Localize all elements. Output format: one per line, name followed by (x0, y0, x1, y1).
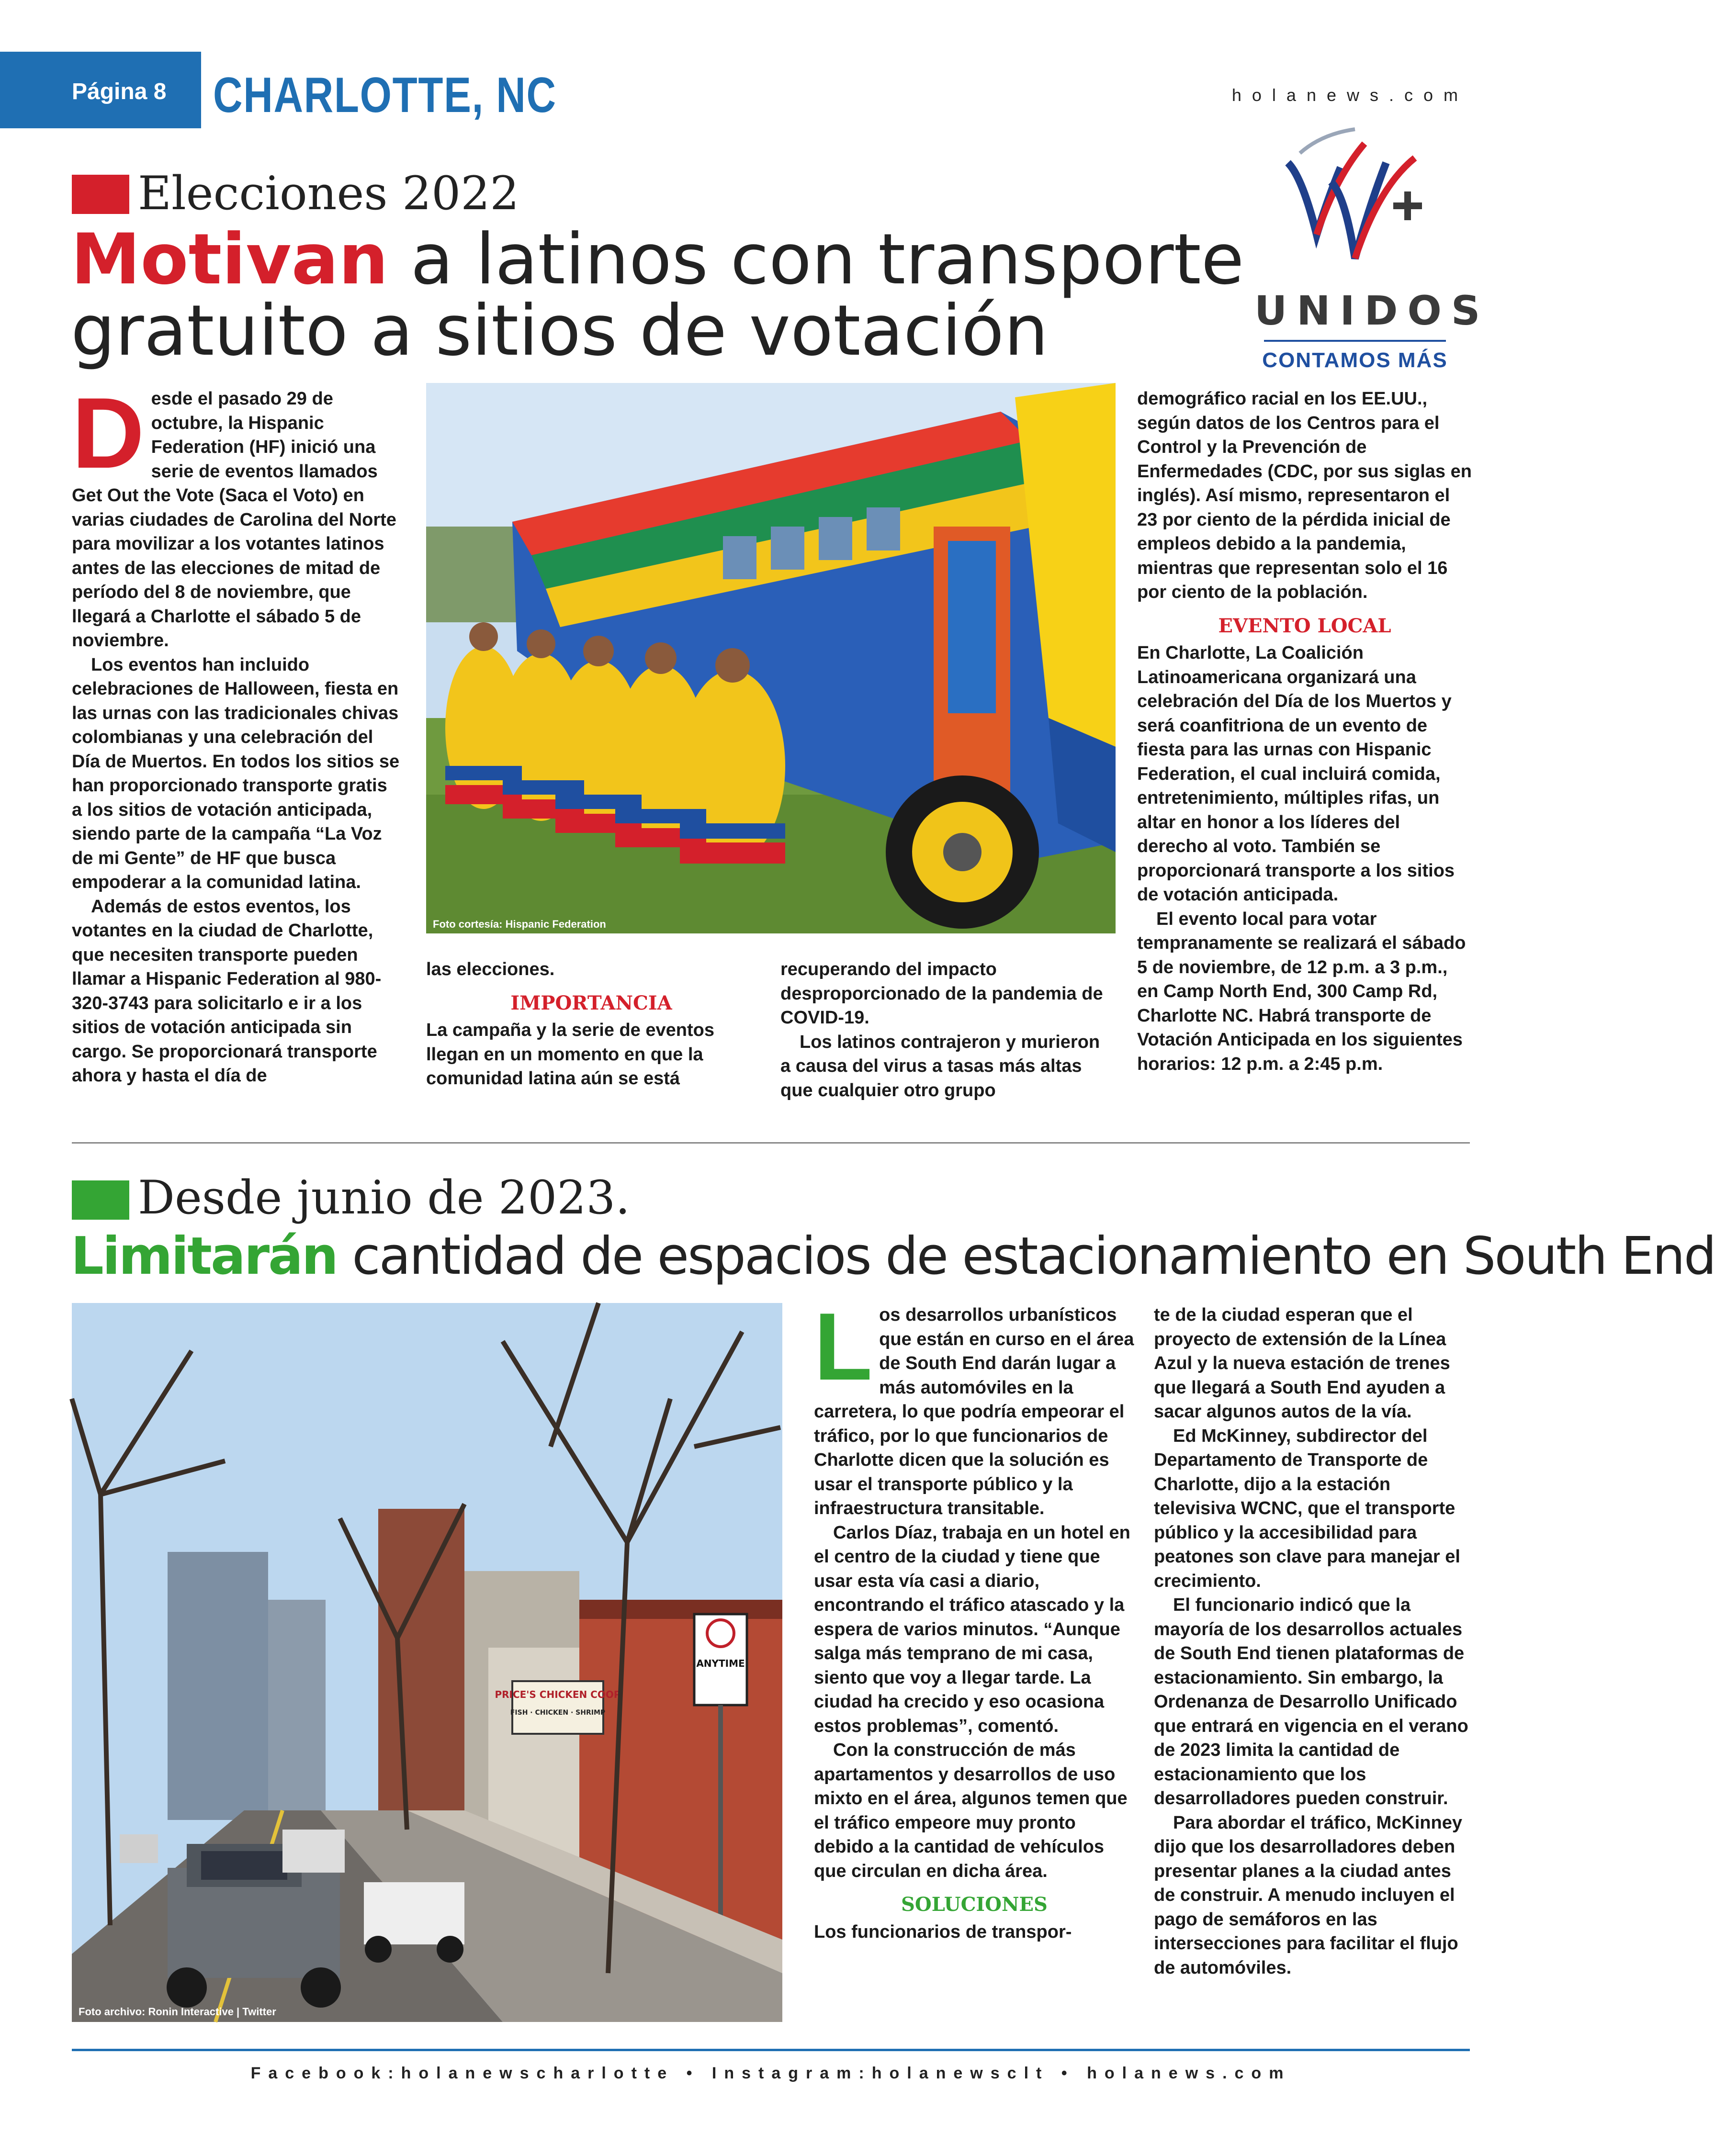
article1-col4-p2: En Charlotte, La Coalición Latinoamericana organizará una celebración del Día de los Muertos y será coanfitriona de un evento de fiesta para las urnas con Hispanic Federation, el cual incluirá comida, entretenimiento, múltiples rifas, un altar en honor a los líderes del derecho al voto. También se proporcionará transporte a los sitios de votación anticipada. (1137, 643, 1455, 905)
logo-tagline: CONTAMOS MÁS (1262, 348, 1448, 372)
section-city-title: CHARLOTTE, NC (213, 67, 557, 123)
footer-rule (72, 2049, 1470, 2051)
article1-headline (71, 219, 1249, 371)
article1-col1-p2: Los eventos han incluido celebraciones de Halloween, fiesta en las urnas con las tradicionales chivas colombianas y una celebración del Día de Muertos. En todos los sitios se han proporcionado transporte gratis a los sitios de votación anticipada, siendo parte de la campaña “La Voz de mi Gente” de HF que busca empoderar a la comunidad latina. (72, 654, 400, 892)
article1-col3-p1: recuperando del impacto desproporcionado de la pandemia de COVID-19. (780, 959, 1103, 1028)
unidos-vv-mark-icon (1283, 124, 1427, 282)
article1-photo-chiva-bus (426, 383, 1116, 933)
article2-col1-p1: os desarrollos urbanísticos que están en curso en el área de South End darán lugar a más automóviles en la carretera, lo que podría empeorar el tráfico, por lo que funcionarios de Charlotte dicen que la solución es usar el transporte público y la infraestructura transitable. (814, 1305, 1134, 1518)
article2-col2-p1: te de la ciudad esperan que el proyecto de extensión de la Línea Azul y la nueva estación de trenes que llegará a South End ayuden a sacar algunos autos de la vía. (1154, 1305, 1450, 1422)
article2-col2-p2: Ed McKinney, subdirector del Departamento de Transporte de Charlotte, dijo a la estación televisiva WCNC, que el transporte público y la accesibilidad para peatones son clave para manejar el crecimiento. (1154, 1426, 1460, 1591)
article1-col4-p1: demográfico racial en los EE.UU., según datos de los Centros para el Control y la Prevención de Enfermedades (CDC, por sus siglas en inglés). Así mismo, representaron el 23 por ciento de la pérdida inicial de empleos debido a la pandemia, mientras que representan solo el 16 por ciento de la población. (1137, 389, 1472, 602)
article2-col2-p4: Para abordar el tráfico, McKinney dijo que los desarrolladores deben presentar planes a la ciudad antes de construir. A menudo incluyen el pago de semáforos en las intersecciones para facilitar el flujo de automóviles. (1154, 1812, 1462, 1978)
footer-social-links: Facebook:holanewscharlotte • Instagram:holanewsclt • holanews.com (250, 2064, 1291, 2082)
article2-subhead-soluciones: SOLUCIONES (901, 1893, 1048, 1916)
article1-column-3 (780, 957, 1111, 1102)
article1-subhead-evento-local: EVENTO LOCAL (1218, 614, 1391, 637)
unidos-logo (1254, 124, 1490, 372)
kicker-marker-green (72, 1180, 129, 1220)
article2-col1-p2: Carlos Díaz, trabaja en un hotel en el centro de la ciudad y tiene que usar esta vía casi a diario, encontrando el tráfico atascado y la espera de varios minutos. “Aunque salga más temprano de mi casa, siento que voy a llegar tarde. La ciudad ha crecido y eso ocasiona estos problemas”, comentó. (814, 1522, 1130, 1736)
kicker-marker-red (72, 175, 129, 214)
article2-kicker: Desde junio de 2023. (138, 1171, 630, 1224)
article1-col1-p3: Además de estos eventos, los votantes en la ciudad de Charlotte, que necesiten transporte pueden llamar a Hispanic Federation al 980-320-3743 para solicitarlo e ir a los sitios de votación anticipada sin cargo. Se proporcionará transporte ahora y hasta el día de (72, 896, 382, 1086)
article1-col3-p2: Los latinos contrajeron y murieron a causa del virus a tasas más altas que cualquier otro grupo (780, 1032, 1100, 1100)
article1-headline-lead: Motivan (71, 219, 389, 300)
article2-headline-lead: Limitarán (71, 1226, 337, 1286)
article1-column-1 (72, 377, 402, 1088)
page-number: Página 8 (72, 79, 167, 104)
article2-col1-p4: Los funcionarios de transpor- (814, 1921, 1072, 1942)
article2-headline (71, 1226, 1715, 1286)
article1-photo-caption: Foto cortesía: Hispanic Federation (433, 918, 606, 930)
article2-dropcap: L (814, 1293, 873, 1400)
article1-headline-line1: a latinos con transporte (388, 219, 1244, 300)
article1-column-4 (1137, 387, 1472, 1076)
logo-name: UNIDOS (1254, 287, 1490, 334)
article2-photo-south-end-street (72, 1303, 782, 2022)
store-sign-name: PRICE'S CHICKEN COOP (495, 1689, 621, 1700)
article2-photo-caption: Foto archivo: Ronin Interactive | Twitter (79, 2006, 276, 2018)
article1-headline-line2: gratuito a sitios de votación (71, 290, 1049, 371)
article2-column-2 (1154, 1303, 1472, 1980)
store-sign-sub: FISH · CHICKEN · SHRIMP (510, 1709, 606, 1717)
article1-col2-p2: La campaña y la serie de eventos llegan en un momento en que la comunidad latina aún se está (426, 1020, 714, 1089)
page-number-tab (0, 52, 201, 128)
no-parking-sign-text: ANYTIME (696, 1658, 745, 1669)
article1-col2-p1: las elecciones. (426, 959, 555, 979)
south-end-street-image (72, 1303, 782, 2022)
article2-headline-rest: cantidad de espacios de estacionamiento en South End (337, 1226, 1715, 1286)
article1-subhead-importancia: IMPORTANCIA (510, 991, 672, 1014)
article1-column-2 (426, 957, 756, 1091)
logo-divider (1264, 340, 1446, 342)
article-divider (72, 1142, 1470, 1144)
chiva-bus-image (426, 383, 1116, 933)
article1-col4-p3: El evento local para votar tempranamente se realizará el sábado 5 de noviembre, de 12 p.m. a 3 p.m., en Camp North End, 300 Camp Rd, Charlotte NC. Habrá transporte de Votación Anticipada en los siguientes horarios: 12 p.m. a 2:45 p.m. (1137, 909, 1466, 1074)
article2-col2-p3: El funcionario indicó que la mayoría de los desarrollos actuales de South End tienen plataformas de estacionamiento. Sin embargo, la Ordenanza de Desarrollo Unificado que entrará en vigencia en el verano de 2023 limita la cantidad de estacionamiento que los desarrolladores pueden construir. (1154, 1595, 1468, 1808)
article2-column-1 (814, 1293, 1135, 1944)
article2-col1-p3: Con la construcción de más apartamentos y desarrollos de uso mixto en el área, algunos temen que el tráfico empeore muy pronto debido a la cantidad de vehículos que circulan en dicha área. (814, 1740, 1128, 1881)
article1-kicker: Elecciones 2022 (138, 167, 519, 220)
article1-col1-p1: esde el pasado 29 de octubre, la Hispanic Federation (HF) inició una serie de eventos llamados Get Out the Vote (Saca el Voto) en varias ciudades de Carolina del Norte para movilizar a los votantes latinos antes de las elecciones de mitad de período del 8 de noviembre, que llegará a Charlotte el sábado 5 de noviembre. (72, 389, 396, 651)
article1-dropcap: D (72, 377, 145, 489)
site-url-header: holanews.com (1231, 85, 1468, 105)
